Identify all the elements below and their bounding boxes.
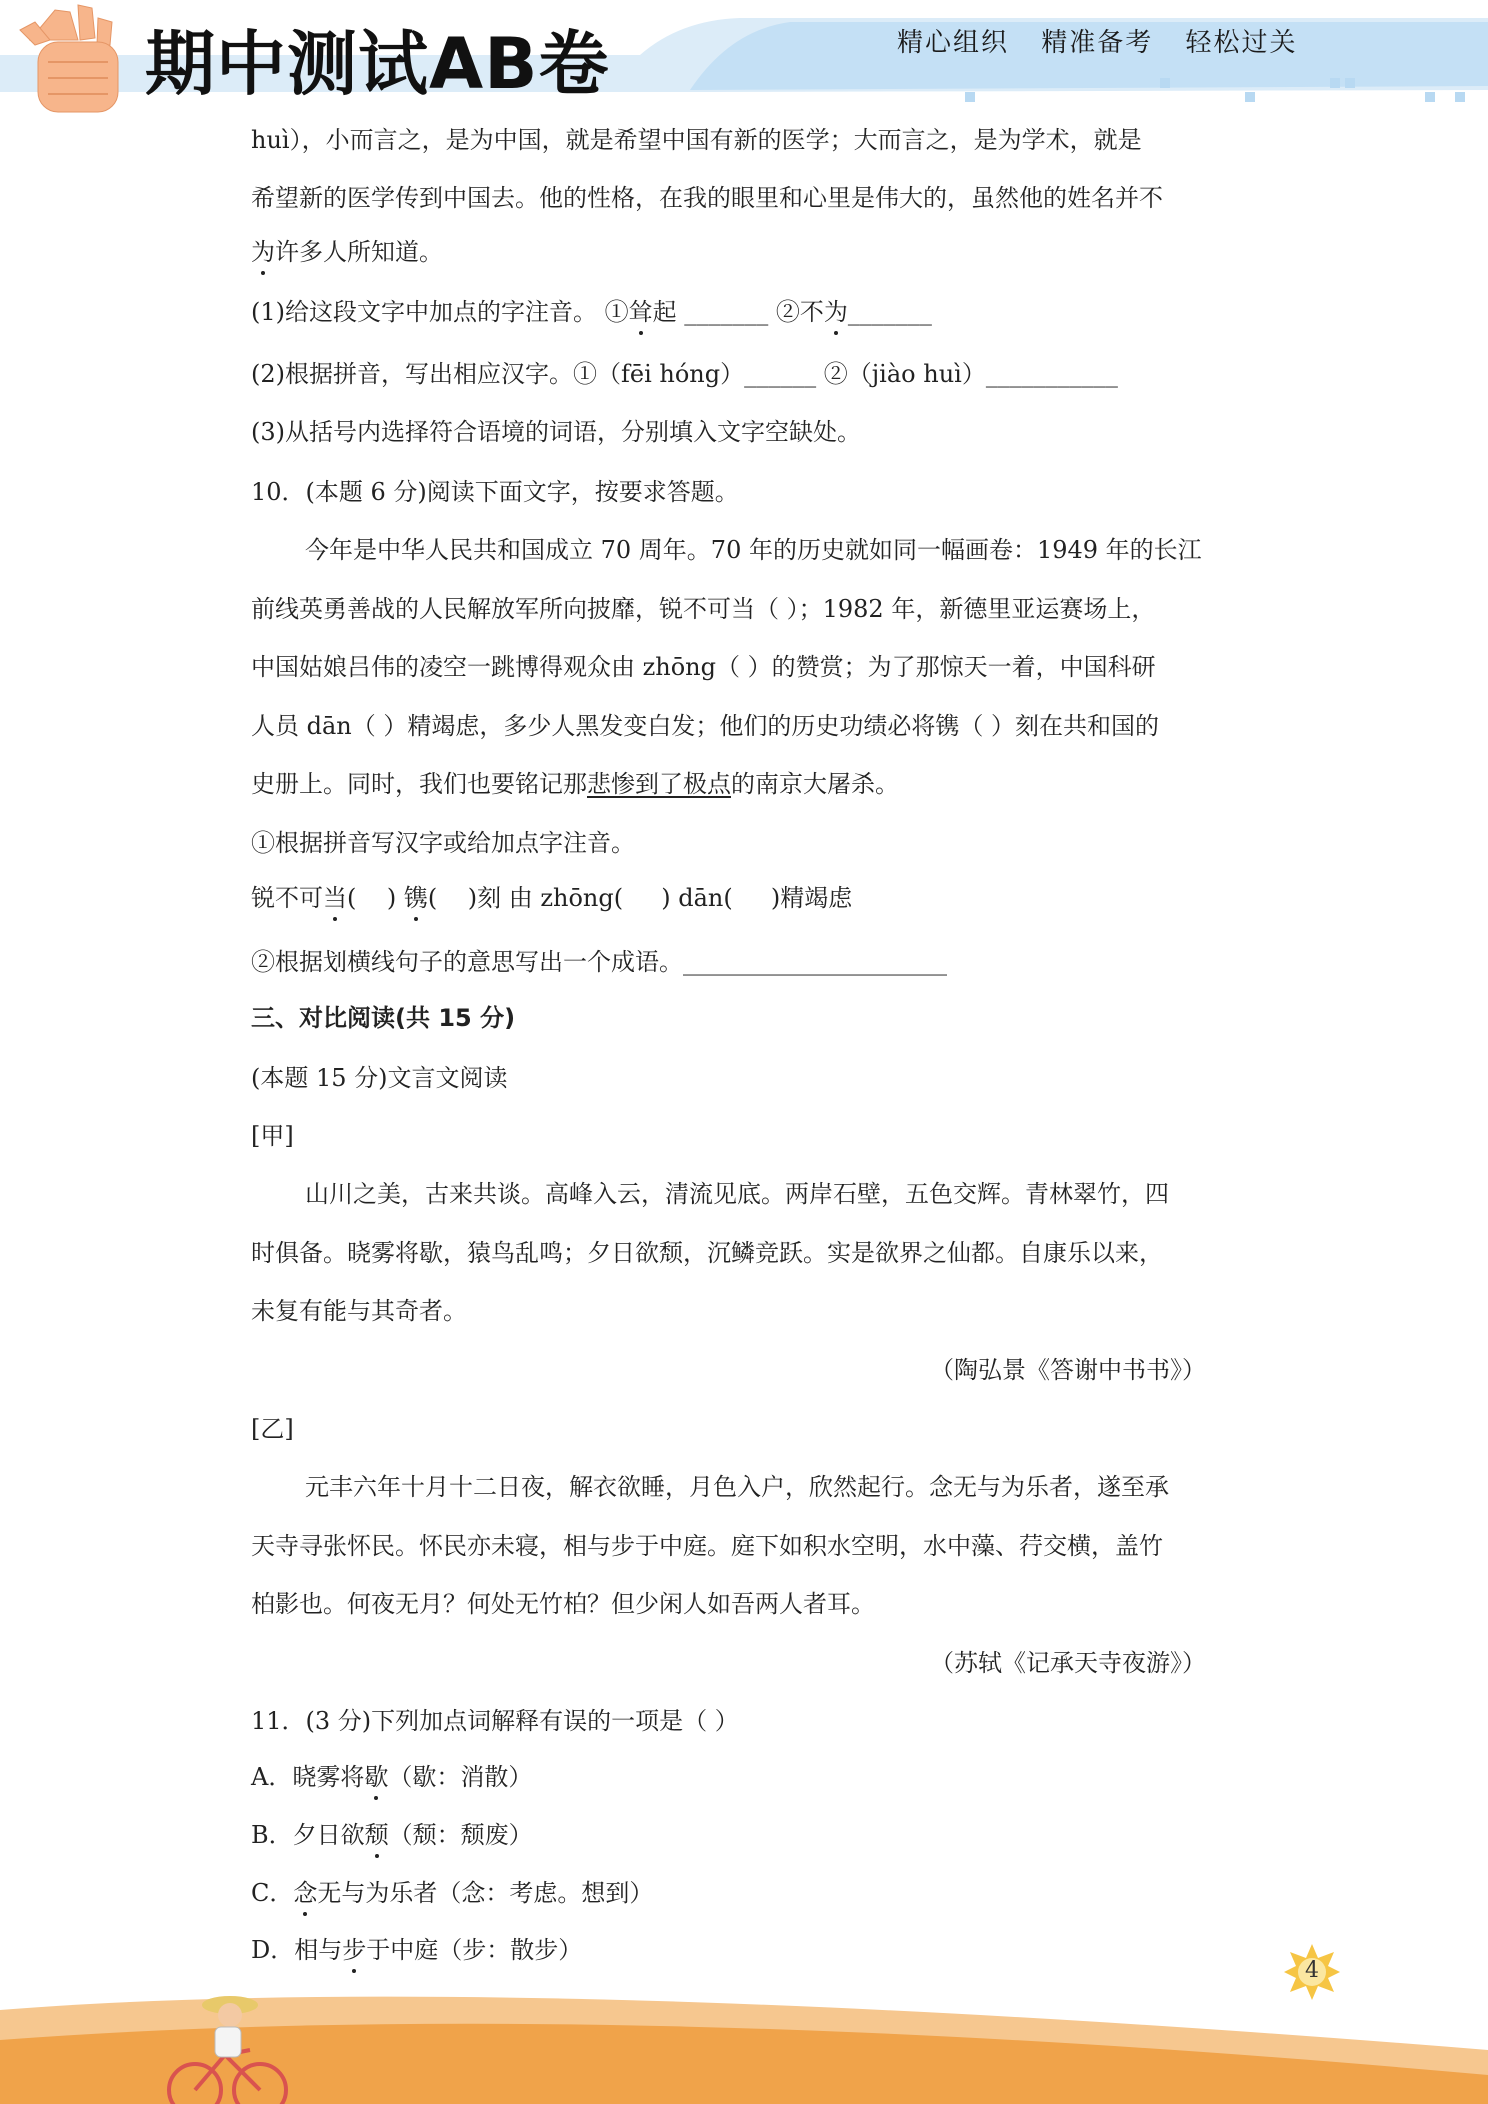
header-title: 期中测试AB卷 bbox=[145, 23, 610, 105]
dotted-char: 当 bbox=[323, 884, 347, 912]
fist-logo-icon bbox=[0, 0, 140, 130]
passage-line: 时俱备。晓雾将歇，猿鸟乱鸣；夕日欲颓，沉鳞竞跃。实是欲界之仙都。自康乐以来， bbox=[251, 1239, 1163, 1267]
dotted-char: 为 bbox=[823, 298, 848, 326]
page-header bbox=[0, 0, 1488, 110]
section-3-heading: 三、对比阅读(共 15 分) bbox=[251, 1004, 516, 1032]
passage-line: 前线英勇善战的人民解放军所向披靡，锐不可当（ ）；1982 年，新德里亚运赛场上， bbox=[251, 595, 1156, 623]
dotted-char: 为 bbox=[251, 238, 275, 266]
text-line: 希望新的医学传到中国去。他的性格，在我的眼里和心里是伟大的，虽然他的姓名并不 bbox=[251, 184, 1163, 212]
option-b[interactable] bbox=[251, 1823, 533, 1847]
question-15-heading: (本题 15 分)文言文阅读 bbox=[251, 1064, 508, 1092]
subquestion-2: ②根据划横线句子的意思写出一个成语。______________________ bbox=[251, 948, 947, 976]
answer-blank[interactable]: _______ bbox=[847, 298, 932, 326]
dotted-char: 歇 bbox=[364, 1763, 389, 1791]
dotted-char: 颓 bbox=[364, 1821, 389, 1849]
question-2: (2)根据拼音，写出相应汉字。①（fēi hóng）______ ②（jiào huì）___________ bbox=[251, 360, 1118, 388]
text-span: 无与为乐者（念：考虑。想到） bbox=[317, 1879, 654, 1907]
text-span: 的南京大屠杀。 bbox=[731, 770, 899, 798]
text-span: 史册上。同时，我们也要铭记那 bbox=[251, 770, 587, 798]
passage-label-jia: [甲] bbox=[251, 1122, 294, 1150]
passage-line: 天寺寻张怀民。怀民亦未寝，相与步于中庭。庭下如积水空明，水中藻、荇交横，盖竹 bbox=[251, 1532, 1163, 1560]
header-slogan: 精心组织 精准备考 轻松过关 bbox=[897, 28, 1298, 58]
text-span: （颓：颓废） bbox=[388, 1821, 533, 1849]
text-span: 起 _______ ②不 bbox=[652, 298, 824, 326]
passage-label-yi: [乙] bbox=[251, 1415, 294, 1443]
passage-line: 未复有能与其奇者。 bbox=[251, 1297, 467, 1325]
subquestion-1: ①根据拼音写汉字或给加点字注音。 bbox=[251, 829, 635, 857]
text-span: B．夕日欲 bbox=[251, 1821, 365, 1849]
text-span: 于中庭（步：散步） bbox=[366, 1936, 583, 1964]
text-span: A．晓雾将 bbox=[251, 1763, 365, 1791]
passage-line: 柏影也。何夜无月？何处无竹柏？但少闲人如吾两人者耳。 bbox=[251, 1590, 875, 1618]
text-span: 锐不可 bbox=[251, 884, 323, 912]
passage-line: 元丰六年十月十二日夜，解衣欲睡，月色入户，欣然起行。念无与为乐者，遂至承 bbox=[305, 1473, 1169, 1501]
text-span: (1)给这段文字中加点的字注音。 ① bbox=[251, 298, 629, 326]
page-number: 4 bbox=[1305, 1958, 1319, 1983]
text-span: D．相与 bbox=[251, 1936, 343, 1964]
passage-line: 人员 dān（ ）精竭虑，多少人黑发变白发；他们的历史功绩必将镌（ ）刻在共和国的 bbox=[251, 712, 1160, 740]
dotted-char: 镌 bbox=[403, 884, 428, 912]
text-span: （歇：消散） bbox=[388, 1763, 533, 1791]
answer-blank[interactable]: ( ) bbox=[347, 884, 404, 912]
page-footer bbox=[0, 1900, 1488, 2104]
question-1 bbox=[251, 300, 932, 324]
underlined-phrase: 悲惨到了极点 bbox=[587, 770, 731, 798]
dotted-char: 耸 bbox=[628, 298, 653, 326]
passage-line: 山川之美，古来共谈。高峰入云，清流见底。两岸石壁，五色交辉。青林翠竹，四 bbox=[305, 1180, 1169, 1208]
text-line: huì），小而言之，是为中国，就是希望中国有新的医学；大而言之，是为学术，就是 bbox=[251, 126, 1142, 154]
text-line bbox=[251, 240, 443, 264]
source-citation: （陶弘景《答谢中书书》） bbox=[930, 1356, 1206, 1384]
text-span: 许多人所知道。 bbox=[275, 238, 443, 266]
passage-line: 今年是中华人民共和国成立 70 周年。70 年的历史就如同一幅画卷：1949 年的长江 bbox=[305, 536, 1202, 564]
text-span: C． bbox=[251, 1879, 294, 1907]
dotted-char: 念 bbox=[293, 1879, 318, 1907]
source-citation: （苏轼《记承天寺夜游》） bbox=[930, 1649, 1206, 1677]
option-a[interactable] bbox=[251, 1765, 532, 1789]
question-3: (3)从括号内选择符合语境的词语，分别填入文字空缺处。 bbox=[251, 418, 861, 446]
question-10-heading: 10．(本题 6 分)阅读下面文字，按要求答题。 bbox=[251, 478, 739, 506]
subquestion-1-blanks bbox=[251, 886, 852, 910]
dotted-char: 步 bbox=[342, 1936, 367, 1964]
passage-line bbox=[251, 772, 899, 796]
text-span: ( )刻 由 zhōng( ) dān( )精竭虑 bbox=[427, 884, 853, 912]
question-11-heading: 11．(3 分)下列加点词解释有误的一项是（ ） bbox=[251, 1707, 739, 1735]
passage-line: 中国姑娘吕伟的凌空一跳博得观众由 zhōng（ ）的赞赏；为了那惊天一着，中国科研 bbox=[251, 653, 1156, 681]
